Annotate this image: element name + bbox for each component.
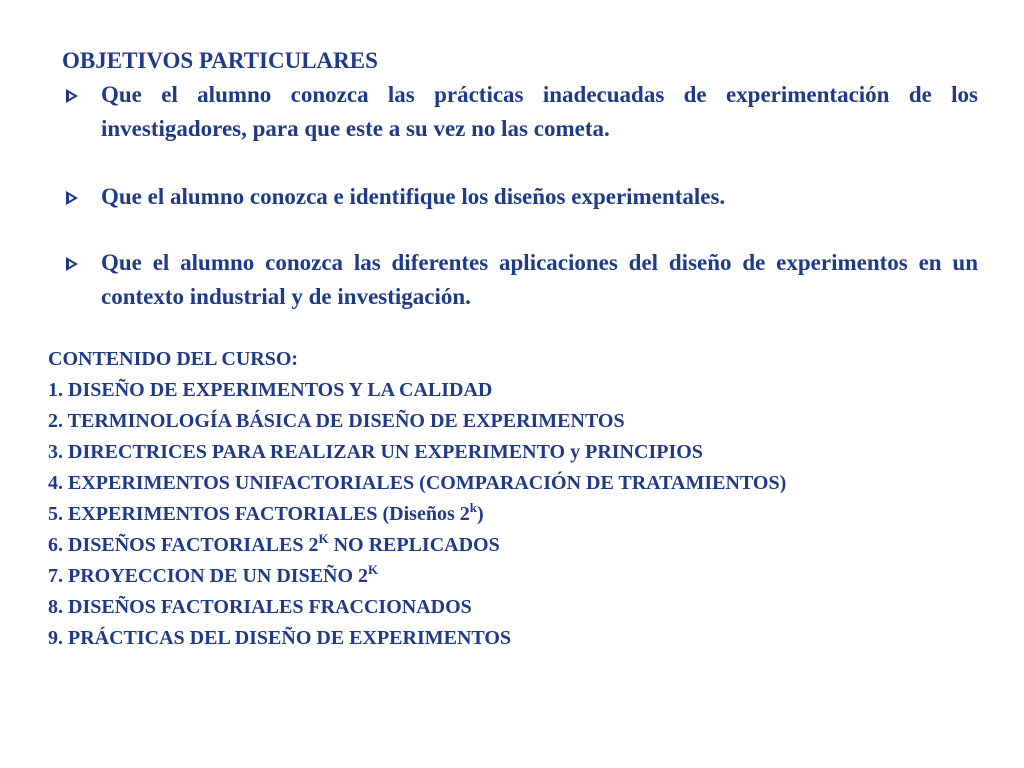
superscript-exponent: K [318,531,329,546]
course-contents-section [48,344,808,654]
arrowhead-bullet-icon [66,89,78,103]
content-item [48,406,808,437]
content-item-text-after: ) [476,503,484,525]
content-item-text: 3. DIRECTRICES PARA REALIZAR UN EXPERIMENTO y PRINCIPIOS [48,441,703,463]
contents-title: CONTENIDO DEL CURSO: [48,348,299,370]
objective-text: Que el alumno conozca las diferentes aplicaciones del diseño de experimentos en un contexto industrial y de investigación. [101,250,978,309]
arrowhead-bullet-icon [66,257,78,271]
content-item [48,530,808,561]
content-item [48,623,808,654]
content-item [48,375,808,406]
content-item-text: 1. DISEÑO DE EXPERIMENTOS Y LA CALIDAD [48,379,493,401]
content-item-text: 2. TERMINOLOGÍA BÁSICA DE DISEÑO DE EXPERIMENTOS [48,410,625,432]
objective-item [62,180,978,214]
content-item [48,499,808,530]
superscript-exponent: k [469,500,477,515]
objectives-section [62,44,978,314]
content-item-text: 7. PROYECCION DE UN DISEÑO 2 [48,565,369,587]
arrowhead-bullet-icon [66,191,78,205]
content-item-text: 8. DISEÑOS FACTORIALES FRACCIONADOS [48,596,472,618]
content-item [48,468,808,499]
objective-text: Que el alumno conozca las prácticas inadecuadas de experimentación de los investigadores, para que este a su vez no las cometa. [101,82,978,141]
objective-item [62,78,978,146]
content-item [48,561,808,592]
content-item-text: 4. EXPERIMENTOS UNIFACTORIALES (COMPARACIÓN DE TRATAMIENTOS) [48,472,787,494]
content-item [48,592,808,623]
objective-text: Que el alumno conozca e identifique los diseños experimentales. [101,184,726,209]
content-item [48,437,808,468]
superscript-exponent: K [368,562,379,577]
objectives-title: OBJETIVOS PARTICULARES [62,48,378,73]
content-item-text: 6. DISEÑOS FACTORIALES 2 [48,534,319,556]
content-item-text: 5. EXPERIMENTOS FACTORIALES (Diseños 2 [48,503,470,525]
content-item-text: 9. PRÁCTICAS DEL DISEÑO DE EXPERIMENTOS [48,627,512,649]
content-item-text-after: NO REPLICADOS [328,534,500,556]
objective-item [62,246,978,314]
